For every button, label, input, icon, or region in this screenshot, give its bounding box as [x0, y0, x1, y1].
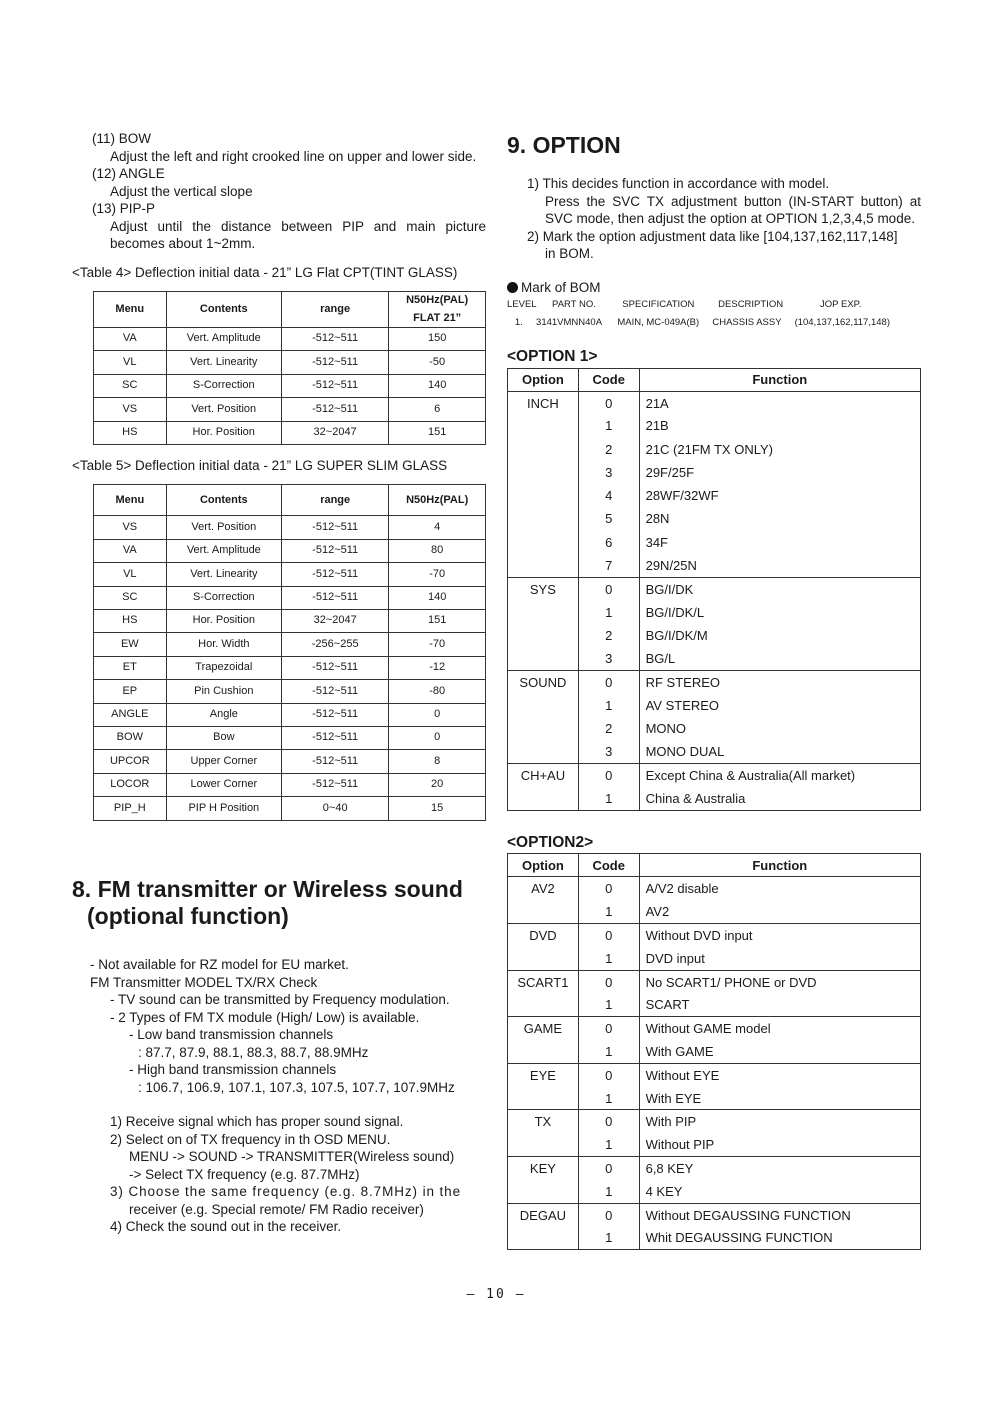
- fm-step: 4) Check the sound out in the receiver.: [110, 1219, 342, 1234]
- table-row: [508, 717, 921, 740]
- table-header-row: [94, 485, 486, 516]
- table-row: [508, 1226, 921, 1249]
- table-cell: Hor. Position: [166, 610, 281, 633]
- option1-title: <OPTION 1>: [507, 348, 598, 365]
- option-function-cell: 6,8 KEY: [639, 1156, 920, 1179]
- table-row: [508, 1063, 921, 1086]
- option-code-cell: 1: [578, 1133, 639, 1156]
- table-row: [508, 1017, 921, 1040]
- option2-table: [507, 853, 921, 1250]
- table-row: [508, 647, 921, 670]
- option-code-cell: 0: [578, 877, 639, 900]
- table-cell: ANGLE: [94, 703, 167, 726]
- option-code-cell: 1: [578, 1040, 639, 1063]
- table-row: [94, 421, 486, 444]
- table-row: [94, 633, 486, 656]
- option-function-cell: 28N: [639, 507, 920, 530]
- option-code-cell: 7: [578, 554, 639, 577]
- fm-step-cont: -> Select TX frequency (e.g. 87.7MHz): [129, 1166, 360, 1182]
- option-name-cell: [508, 1133, 579, 1156]
- table-cell: 8: [389, 750, 486, 773]
- table-row: [94, 656, 486, 679]
- table-header: [389, 292, 486, 328]
- option-name-cell: GAME: [508, 1017, 579, 1040]
- table-header: range: [281, 292, 388, 328]
- table-row: [508, 1180, 921, 1203]
- table-cell: 151: [389, 421, 486, 444]
- table-row: [94, 797, 486, 820]
- table-row: [508, 694, 921, 717]
- table-row: [508, 993, 921, 1016]
- fm-step: 3) Choose the same frequency (e.g. 8.7MHz) in the: [110, 1184, 462, 1199]
- intro-line-1-cont: Press the SVC TX adjustment button (IN-START button) at SVC mode, then adjust the option at OPTION 1,2,3,4,5 mode.: [545, 193, 921, 226]
- item-body-pip-p: Adjust until the distance between PIP and main picture becomes about 1~2mm.: [110, 218, 486, 251]
- table-row: [508, 1133, 921, 1156]
- table-header: Code: [578, 368, 639, 391]
- table-cell: -512~511: [282, 563, 389, 586]
- table-row: [508, 764, 921, 787]
- table-row: [508, 1087, 921, 1110]
- option-function-cell: BG/I/DK/L: [639, 601, 920, 624]
- option-name-cell: INCH: [508, 391, 579, 414]
- table-header: range: [282, 485, 389, 516]
- option-name-cell: [508, 531, 579, 554]
- table-cell: PIP_H: [94, 797, 167, 820]
- table-cell: 140: [389, 374, 486, 397]
- fm-line: - TV sound can be transmitted by Frequency modulation.: [110, 992, 450, 1007]
- table-row: [508, 1203, 921, 1226]
- option-code-cell: 0: [578, 1017, 639, 1040]
- option-code-cell: 1: [578, 947, 639, 970]
- option-name-cell: [508, 1226, 579, 1249]
- table-header: Contents: [166, 485, 281, 516]
- option-function-cell: AV2: [639, 900, 920, 923]
- option-name-cell: [508, 1040, 579, 1063]
- option-name-cell: KEY: [508, 1156, 579, 1179]
- table-cell: -512~511: [282, 750, 389, 773]
- table-row: [94, 586, 486, 609]
- table-cell: 0: [389, 726, 486, 749]
- right-column: [507, 130, 921, 1250]
- item-title-pip-p: (13) PIP-P: [92, 201, 156, 216]
- table-cell: Hor. Width: [166, 633, 281, 656]
- table-row: [508, 1040, 921, 1063]
- bom-columns: LEVEL PART NO. SPECIFICATION DESCRIPTION JOP EXP.: [507, 299, 862, 310]
- option-function-cell: BG/L: [639, 647, 920, 670]
- table-header: Menu: [94, 292, 167, 328]
- table-row: [508, 484, 921, 507]
- option-name-cell: SCART1: [508, 970, 579, 993]
- option-function-cell: Without PIP: [639, 1133, 920, 1156]
- table-cell: 150: [389, 328, 486, 351]
- table-cell: 6: [389, 398, 486, 421]
- table-row: [508, 461, 921, 484]
- option1-table: [507, 368, 921, 811]
- table-cell: 32~2047: [281, 421, 388, 444]
- option-code-cell: 1: [578, 601, 639, 624]
- option-name-cell: [508, 947, 579, 970]
- table-header-line: N50Hz(PAL): [406, 294, 469, 306]
- table-row: [94, 398, 486, 421]
- option-name-cell: EYE: [508, 1063, 579, 1086]
- item-body-bow: Adjust the left and right crooked line on upper and lower side.: [110, 148, 477, 164]
- option-code-cell: 0: [578, 1063, 639, 1086]
- table-row: [508, 438, 921, 461]
- table-row: [508, 391, 921, 414]
- table-cell: Vert. Amplitude: [166, 539, 281, 562]
- table-cell: -512~511: [281, 351, 388, 374]
- option-code-cell: 5: [578, 507, 639, 530]
- table-row: [508, 787, 921, 810]
- table-cell: 20: [389, 773, 486, 796]
- option-function-cell: 21C (21FM TX ONLY): [639, 438, 920, 461]
- table-row: [94, 563, 486, 586]
- table-cell: -256~255: [282, 633, 389, 656]
- fm-line: - High band transmission channels: [129, 1062, 337, 1077]
- table-cell: VS: [94, 516, 167, 539]
- table-cell: Vert. Amplitude: [166, 328, 281, 351]
- option-function-cell: SCART: [639, 993, 920, 1016]
- option-function-cell: With PIP: [639, 1110, 920, 1133]
- table-row: [94, 703, 486, 726]
- option-function-cell: 4 KEY: [639, 1180, 920, 1203]
- table-cell: VS: [94, 398, 167, 421]
- table-cell: EW: [94, 633, 167, 656]
- table-header: Contents: [166, 292, 281, 328]
- option-code-cell: 1: [578, 787, 639, 810]
- table-cell: -50: [389, 351, 486, 374]
- option-code-cell: 3: [578, 740, 639, 763]
- table-row: [508, 947, 921, 970]
- table-cell: SC: [94, 586, 167, 609]
- table-cell: -512~511: [281, 328, 388, 351]
- option-function-cell: RF STEREO: [639, 671, 920, 694]
- item-title-bow: (11) BOW: [92, 131, 152, 146]
- option-code-cell: 2: [578, 624, 639, 647]
- table-cell: ET: [94, 656, 167, 679]
- option-function-cell: MONO: [639, 717, 920, 740]
- table-cell: 140: [389, 586, 486, 609]
- table-cell: UPCOR: [94, 750, 167, 773]
- option-name-cell: [508, 554, 579, 577]
- table-header: Function: [639, 854, 920, 877]
- table-header-row: [508, 368, 921, 391]
- table-header: Menu: [94, 485, 167, 516]
- table-row: [94, 680, 486, 703]
- table-cell: BOW: [94, 726, 167, 749]
- intro-line-2-cont: in BOM.: [545, 246, 594, 261]
- option-function-cell: Without EYE: [639, 1063, 920, 1086]
- table5-deflection-super-slim: [93, 484, 486, 820]
- option-code-cell: 4: [578, 484, 639, 507]
- table-header: N50Hz(PAL): [389, 485, 486, 516]
- table-cell: -12: [389, 656, 486, 679]
- bom-heading: [507, 279, 921, 297]
- option-function-cell: 29F/25F: [639, 461, 920, 484]
- table-cell: 80: [389, 539, 486, 562]
- option-name-cell: SOUND: [508, 671, 579, 694]
- table-header-row: [508, 854, 921, 877]
- option-name-cell: [508, 507, 579, 530]
- option-code-cell: 2: [578, 717, 639, 740]
- table-cell: Vert. Position: [166, 516, 281, 539]
- table-row: [508, 671, 921, 694]
- table-header-line: FLAT 21”: [413, 311, 462, 324]
- option-name-cell: [508, 717, 579, 740]
- option-code-cell: 6: [578, 531, 639, 554]
- option-name-cell: [508, 647, 579, 670]
- option-code-cell: 1: [578, 993, 639, 1016]
- table-row: [94, 726, 486, 749]
- table-row: [508, 923, 921, 946]
- table-cell: VA: [94, 539, 167, 562]
- table-row: [508, 877, 921, 900]
- option-name-cell: SYS: [508, 577, 579, 600]
- option-code-cell: 1: [578, 1087, 639, 1110]
- table-cell: Trapezoidal: [166, 656, 281, 679]
- table-row: [508, 531, 921, 554]
- option-code-cell: 1: [578, 694, 639, 717]
- table-cell: -512~511: [282, 656, 389, 679]
- option-name-cell: [508, 414, 579, 437]
- table-cell: S-Correction: [166, 374, 281, 397]
- option-code-cell: 3: [578, 461, 639, 484]
- table-header: Code: [578, 854, 639, 877]
- option-name-cell: [508, 1180, 579, 1203]
- table-cell: VA: [94, 328, 167, 351]
- fm-step: 1) Receive signal which has proper sound signal.: [110, 1114, 404, 1129]
- table-cell: 15: [389, 797, 486, 820]
- option2-title: <OPTION2>: [507, 833, 594, 851]
- option-function-cell: With GAME: [639, 1040, 920, 1063]
- table-cell: -512~511: [281, 374, 388, 397]
- option-function-cell: Except China & Australia(All market): [639, 764, 920, 787]
- option-function-cell: 34F: [639, 531, 920, 554]
- option-name-cell: DVD: [508, 923, 579, 946]
- option-function-cell: A/V2 disable: [639, 877, 920, 900]
- table-cell: -512~511: [281, 398, 388, 421]
- fm-step: 2) Select on of TX frequency in th OSD MENU.: [110, 1131, 391, 1147]
- table-cell: 32~2047: [282, 610, 389, 633]
- table-cell: 0~40: [282, 797, 389, 820]
- option-name-cell: [508, 787, 579, 810]
- table-cell: Bow: [166, 726, 281, 749]
- table-cell: Angle: [166, 703, 281, 726]
- table-cell: Vert. Linearity: [166, 563, 281, 586]
- table-row: [508, 507, 921, 530]
- table-row: [508, 554, 921, 577]
- option-name-cell: CH+AU: [508, 764, 579, 787]
- option-code-cell: 0: [578, 1156, 639, 1179]
- option-function-cell: Without GAME model: [639, 1017, 920, 1040]
- option-function-cell: Without DEGAUSSING FUNCTION: [639, 1203, 920, 1226]
- table-row: [94, 610, 486, 633]
- table-cell: HS: [94, 421, 167, 444]
- table-header: Option: [508, 368, 579, 391]
- fm-line: - Not available for RZ model for EU market.: [90, 957, 349, 972]
- table-cell: Vert. Position: [166, 398, 281, 421]
- table-cell: -70: [389, 633, 486, 656]
- option-function-cell: 21B: [639, 414, 920, 437]
- option-name-cell: [508, 900, 579, 923]
- option-code-cell: 0: [578, 764, 639, 787]
- table-row: [508, 1110, 921, 1133]
- section8-title-line1: 8. FM transmitter or Wireless sound: [72, 876, 463, 902]
- fm-line: - Low band transmission channels: [129, 1027, 334, 1042]
- item-title-angle: (12) ANGLE: [92, 166, 165, 181]
- item-body-angle: Adjust the vertical slope: [110, 183, 253, 199]
- table-cell: 151: [389, 610, 486, 633]
- table-row: [94, 374, 486, 397]
- fm-line: - 2 Types of FM TX module (High/ Low) is available.: [110, 1009, 420, 1025]
- intro-line-1: 1) This decides function in accordance with model.: [527, 176, 830, 191]
- option-name-cell: [508, 484, 579, 507]
- table-row: [94, 773, 486, 796]
- option-name-cell: [508, 624, 579, 647]
- option-name-cell: AV2: [508, 877, 579, 900]
- option-code-cell: 0: [578, 577, 639, 600]
- table-cell: SC: [94, 374, 167, 397]
- table-row: [508, 740, 921, 763]
- option-code-cell: 0: [578, 1110, 639, 1133]
- fm-step-cont: MENU -> SOUND -> TRANSMITTER(Wireless sound): [129, 1149, 455, 1164]
- adjust-items: [72, 130, 486, 253]
- option-name-cell: DEGAU: [508, 1203, 579, 1226]
- option-name-cell: [508, 740, 579, 763]
- option-name-cell: [508, 1087, 579, 1110]
- option-function-cell: 28WF/32WF: [639, 484, 920, 507]
- table-row: [508, 624, 921, 647]
- left-column: [72, 130, 486, 821]
- table-cell: LOCOR: [94, 773, 167, 796]
- option-name-cell: [508, 694, 579, 717]
- table-row: [508, 900, 921, 923]
- table-row: [508, 577, 921, 600]
- table-row: [94, 539, 486, 562]
- option-name-cell: TX: [508, 1110, 579, 1133]
- section8-title: [72, 876, 492, 930]
- table-header: Function: [639, 368, 920, 391]
- option-code-cell: 1: [578, 1226, 639, 1249]
- option-code-cell: 3: [578, 647, 639, 670]
- table-cell: -512~511: [282, 703, 389, 726]
- option-code-cell: 1: [578, 900, 639, 923]
- option-intro: [507, 175, 921, 263]
- table-cell: Lower Corner: [166, 773, 281, 796]
- table-cell: Upper Corner: [166, 750, 281, 773]
- fm-steps: [90, 1113, 486, 1236]
- option-function-cell: BG/I/DK: [639, 577, 920, 600]
- table-cell: -512~511: [282, 680, 389, 703]
- option-function-cell: Whit DEGAUSSING FUNCTION: [639, 1226, 920, 1249]
- table-row: [94, 750, 486, 773]
- page-number: – 10 –: [466, 1287, 526, 1302]
- table4-deflection-flat: [93, 291, 486, 445]
- option-code-cell: 0: [578, 1203, 639, 1226]
- option-function-cell: 29N/25N: [639, 554, 920, 577]
- option-function-cell: No SCART1/ PHONE or DVD: [639, 970, 920, 993]
- table-row: [508, 414, 921, 437]
- option-function-cell: BG/I/DK/M: [639, 624, 920, 647]
- option-code-cell: 1: [578, 414, 639, 437]
- fm-line: : 106.7, 106.9, 107.1, 107.3, 107.5, 107.7, 107.9MHz: [138, 1079, 455, 1095]
- fm-line: FM Transmitter MODEL TX/RX Check: [90, 974, 318, 990]
- fm-lines: [90, 956, 486, 1096]
- option-code-cell: 1: [578, 1180, 639, 1203]
- option-function-cell: Without DVD input: [639, 923, 920, 946]
- option-code-cell: 0: [578, 671, 639, 694]
- option-function-cell: With EYE: [639, 1087, 920, 1110]
- table-cell: HS: [94, 610, 167, 633]
- table-cell: -70: [389, 563, 486, 586]
- table-row: [508, 1156, 921, 1179]
- intro-line-2: 2) Mark the option adjustment data like [104,137,162,117,148]: [527, 228, 898, 244]
- option-function-cell: 21A: [639, 391, 920, 414]
- option-name-cell: [508, 601, 579, 624]
- option-function-cell: DVD input: [639, 947, 920, 970]
- bom-heading-text: Mark of BOM: [521, 279, 601, 295]
- option-name-cell: [508, 993, 579, 1016]
- table-cell: 4: [389, 516, 486, 539]
- table5-caption: <Table 5> Deflection initial data - 21” LG SUPER SLIM GLASS: [72, 457, 448, 473]
- table-cell: -512~511: [282, 586, 389, 609]
- option-code-cell: 0: [578, 391, 639, 414]
- option-function-cell: MONO DUAL: [639, 740, 920, 763]
- table4-caption: <Table 4> Deflection initial data - 21” LG Flat CPT(TINT GLASS): [72, 264, 458, 280]
- table-row: [94, 328, 486, 351]
- table-cell: Pin Cushion: [166, 680, 281, 703]
- fm-step-cont: receiver (e.g. Special remote/ FM Radio receiver): [129, 1201, 424, 1217]
- table-cell: -512~511: [282, 726, 389, 749]
- table-cell: -80: [389, 680, 486, 703]
- table-cell: VL: [94, 351, 167, 374]
- table-cell: VL: [94, 563, 167, 586]
- option-name-cell: [508, 438, 579, 461]
- section8-title-line2: (optional function): [87, 903, 289, 929]
- table-row: [508, 601, 921, 624]
- table-header: Option: [508, 854, 579, 877]
- option-code-cell: 0: [578, 970, 639, 993]
- table-row: [94, 516, 486, 539]
- section9-title: 9. OPTION: [507, 132, 621, 158]
- option-function-cell: AV STEREO: [639, 694, 920, 717]
- table-cell: S-Correction: [166, 586, 281, 609]
- option-code-cell: 2: [578, 438, 639, 461]
- option-function-cell: China & Australia: [639, 787, 920, 810]
- table-cell: Hor. Position: [166, 421, 281, 444]
- table-header-row: [94, 292, 486, 328]
- bullet-icon: [507, 282, 518, 293]
- table-cell: -512~511: [282, 516, 389, 539]
- table-cell: -512~511: [282, 539, 389, 562]
- table-cell: -512~511: [282, 773, 389, 796]
- table-row: [508, 970, 921, 993]
- table-cell: Vert. Linearity: [166, 351, 281, 374]
- table-cell: 0: [389, 703, 486, 726]
- bom-row: 1. 3141VMNN40A MAIN, MC-049A(B) CHASSIS ASSY (104,137,162,117,148): [507, 317, 890, 328]
- option-name-cell: [508, 461, 579, 484]
- table-cell: EP: [94, 680, 167, 703]
- fm-line: : 87.7, 87.9, 88.1, 88.3, 88.7, 88.9MHz: [138, 1044, 369, 1060]
- option-code-cell: 0: [578, 923, 639, 946]
- table-cell: PIP H Position: [166, 797, 281, 820]
- table-row: [94, 351, 486, 374]
- fm-transmitter-text: [90, 956, 486, 1236]
